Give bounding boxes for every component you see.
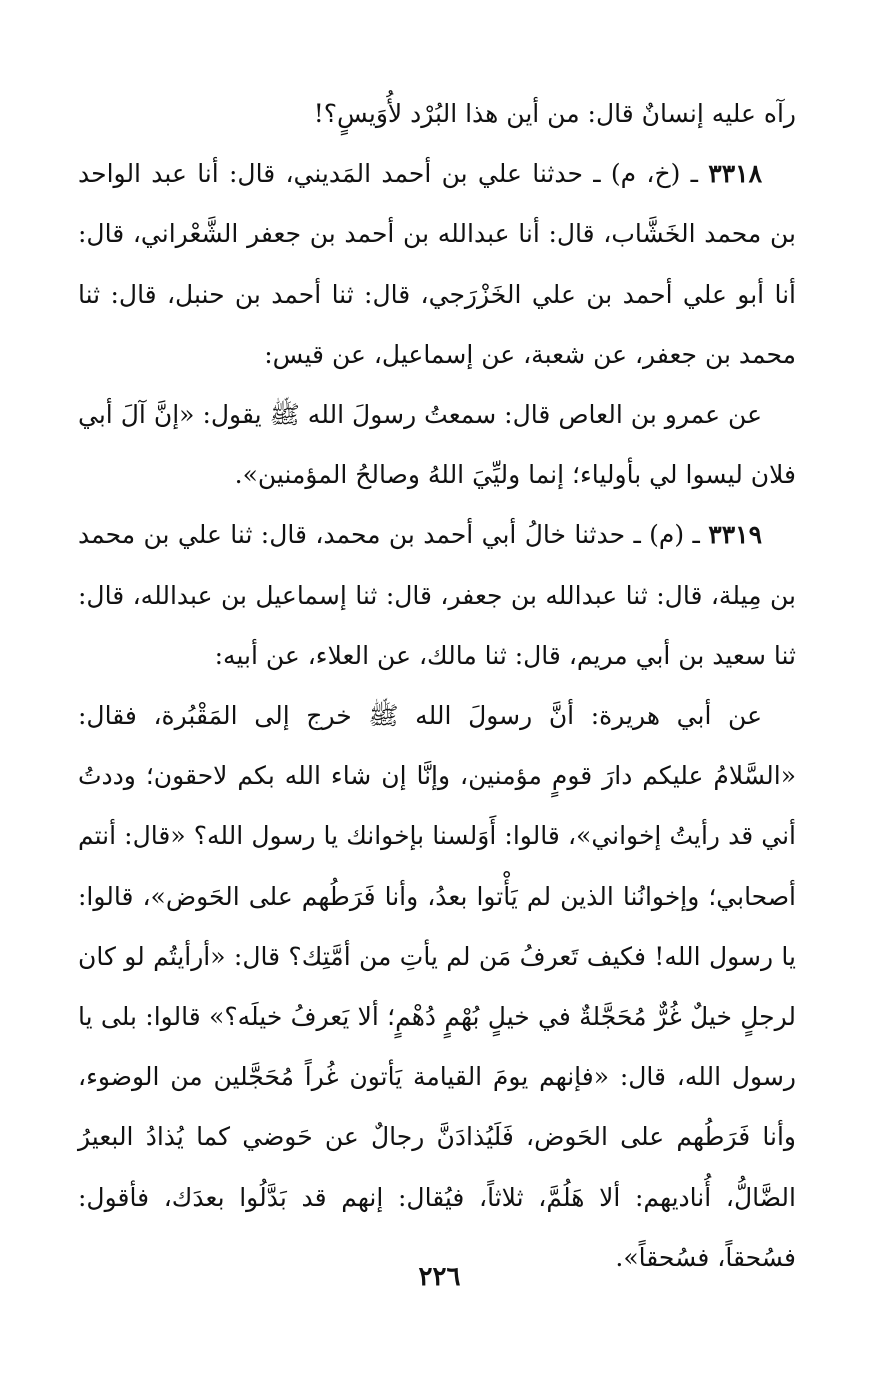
page-body [78, 84, 796, 1288]
hadith-3318-matn: عن عمرو بن العاص قال: سمعتُ رسولَ الله ﷺ يقول: «إنَّ آلَ أبي فلان ليسوا لي بأولياء؛ إنما وليِّيَ اللهُ وصالحُ المؤمنين». [78, 400, 796, 490]
paragraph-continuation: رآه عليه إنسانٌ قال: من أين هذا البُرْد لأُوَيسٍ؟! [313, 99, 796, 128]
hadith-number: ٣٣١٨ [708, 159, 762, 189]
hadith-text: ـ (خ، م) ـ حدثنا علي بن أحمد المَديني، قال: أنا عبد الواحد بن محمد الخَشَّاب، قال: أنا عبدالله بن أحمد بن جعفر الشَّعْراني، قال: أنا أبو علي أحمد بن علي الخَزْرَجي، قال: ثنا أحمد بن حنبل، قال: ثنا محمد بن جعفر، عن شعبة، عن إسماعيل، عن قيس: [78, 159, 796, 369]
hadith-3319-chain [78, 505, 796, 686]
hadith-3319-matn: عن أبي هريرة: أنَّ رسولَ الله ﷺ خرج إلى المَقْبُرة، فقال: «السَّلامُ عليكم دارَ قومٍ مؤمنين، وإنَّا إن شاء الله بكم لاحقون؛ وددتُ أني قد رأيتُ إخواني»، قالوا: أَوَلسنا بإخوانك يا رسول الله؟ «قال: أنتم أصحابي؛ وإخوانُنا الذين لم يَأْتوا بعدُ، وأنا فَرَطُهم على الحَوض»، قالوا: يا رسول الله! فكيف تَعرفُ مَن لم يأتِ من أمَّتِك؟ قال: «أرأيتُم لو كان لرجلٍ خيلٌ غُرٌّ مُحَجَّلةٌ في خيلٍ بُهْمٍ دُهْمٍ؛ ألا يَعرفُ خيلَه؟» قالوا: بلى يا رسول الله، قال: «فإنهم يومَ القيامة يَأتون غُراً مُحَجَّلين من الوضوء، وأنا فَرَطُهم على الحَوض، فَلَيُذادَنَّ رجالٌ عن حَوضي كما يُذادُ البعيرُ الضَّالُّ، أُناديهم: ألا هَلُمَّ، ثلاثاً، فيُقال: إنهم قد بَدَّلُوا بعدَك، فأقول: فسُحقاً، فسُحقاً». [78, 701, 796, 1272]
hadith-3318-chain [78, 144, 796, 385]
hadith-number: ٣٣١٩ [708, 520, 762, 550]
hadith-text: ـ (م) ـ حدثنا خالُ أبي أحمد بن محمد، قال: ثنا علي بن محمد بن مِيلة، قال: ثنا عبدالله بن جعفر، قال: ثنا إسماعيل بن عبدالله، قال: ثنا سعيد بن أبي مريم، قال: ثنا مالك، عن العلاء، عن أبيه: [78, 520, 796, 670]
page-number: ٢٢٦ [418, 1262, 461, 1292]
